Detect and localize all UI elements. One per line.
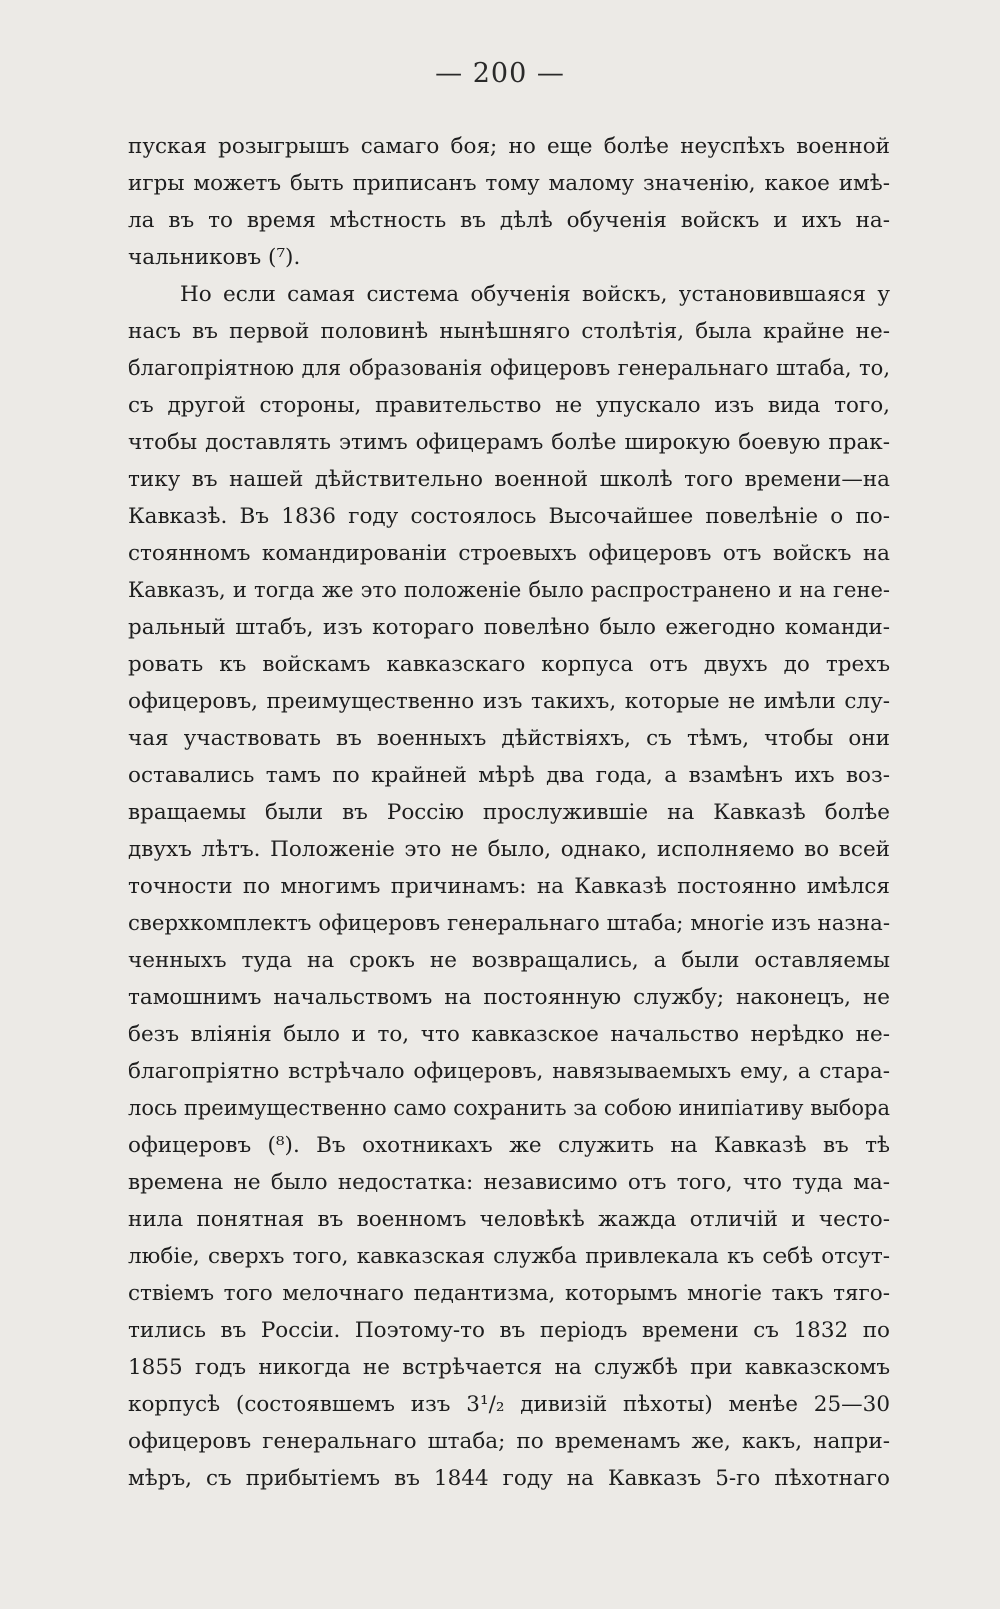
text-line: ствіемъ того мелочнаго педантизма, которымъ многіе такъ тяго- [128,1281,890,1306]
text-line: ла въ то время мѣстность въ дѣлѣ обученія войскъ и ихъ на- [128,208,890,233]
page-number: — 200 — [435,58,565,89]
text-line: офицеровъ (⁸). Въ охотникахъ же служить на Кавказѣ въ тѣ [128,1133,890,1158]
text-line: двухъ лѣтъ. Положеніе это не было, однако, исполняемо во всей [128,837,890,862]
text-line: времена не было недостатка: независимо отъ того, что туда ма- [128,1170,890,1195]
text-line: чая участвовать въ военныхъ дѣйствіяхъ, съ тѣмъ, чтобы они [128,726,890,751]
text-line: оставались тамъ по крайней мѣрѣ два года, а взамѣнъ ихъ воз- [128,763,890,788]
text-line: корпусѣ (состоявшемъ изъ 3¹/₂ дивизій пѣхоты) менѣе 25—30 [128,1392,890,1417]
text-line: мѣръ, съ прибытіемъ въ 1844 году на Кавказъ 5-го пѣхотнаго [128,1466,890,1491]
text-line: безъ вліянія было и то, что кавказское начальство нерѣдко не- [128,1022,890,1047]
text-line: 1855 годъ никогда не встрѣчается на службѣ при кавказскомъ [128,1355,890,1380]
text-line: съ другой стороны, правительство не упускало изъ вида того, [128,393,890,418]
text-line: вращаемы были въ Россію прослужившіе на Кавказѣ болѣе [128,800,890,825]
text-line: тику въ нашей дѣйствительно военной школѣ того времени—на [128,467,890,492]
text-line: игры можетъ быть приписанъ тому малому значенію, какое имѣ- [128,171,890,196]
text-line: ральный штабъ, изъ котораго повелѣно было ежегодно команди- [128,615,890,640]
text-line: благопріятно встрѣчало офицеровъ, навязываемыхъ ему, а стара- [128,1059,890,1084]
text-line: чтобы доставлять этимъ офицерамъ болѣе широкую боевую прак- [128,430,890,455]
text-line: любіе, сверхъ того, кавказская служба привлекала къ себѣ отсут- [128,1244,890,1269]
text-line: офицеровъ, преимущественно изъ такихъ, которые не имѣли слу- [128,689,890,714]
text-line: нила понятная въ военномъ человѣкѣ жажда отличій и често- [128,1207,890,1232]
text-line: Кавказъ, и тогда же это положеніе было распространено и на гене- [128,578,890,602]
text-line: благопріятною для образованія офицеровъ генеральнаго штаба, то, [128,356,890,380]
text-line: пуская розыгрышъ самаго боя; но еще болѣе неуспѣхъ военной [128,134,890,159]
text-line: тамошнимъ начальствомъ на постоянную службу; наконецъ, не [128,985,890,1010]
text-line: чальниковъ (⁷). [128,245,301,270]
body-text [128,128,890,1497]
text-line: ровать къ войскамъ кавказскаго корпуса отъ двухъ до трехъ [128,652,890,677]
text-line: Но если самая система обученія войскъ, установившаяся у [180,282,890,307]
text-line: Кавказѣ. Въ 1836 году состоялось Высочайшее повелѣніе о по- [128,504,890,529]
text-line: сверхкомплектъ офицеровъ генеральнаго штаба; многіе изъ назна- [128,911,890,936]
text-line: тились въ Россіи. Поэтому-то въ періодъ времени съ 1832 по [128,1318,890,1343]
text-line: стоянномъ командированіи строевыхъ офицеровъ отъ войскъ на [128,541,890,566]
text-line: ченныхъ туда на срокъ не возвращались, а были оставляемы [128,948,890,973]
text-line: офицеровъ генеральнаго штаба; по временамъ же, какъ, напри- [128,1429,890,1454]
text-line: лось преимущественно само сохранить за собою инипіативу выбора [128,1096,890,1120]
text-line: точности по многимъ причинамъ: на Кавказѣ постоянно имѣлся [128,874,890,899]
text-line: насъ въ первой половинѣ нынѣшняго столѣтія, была крайне не- [128,319,890,344]
